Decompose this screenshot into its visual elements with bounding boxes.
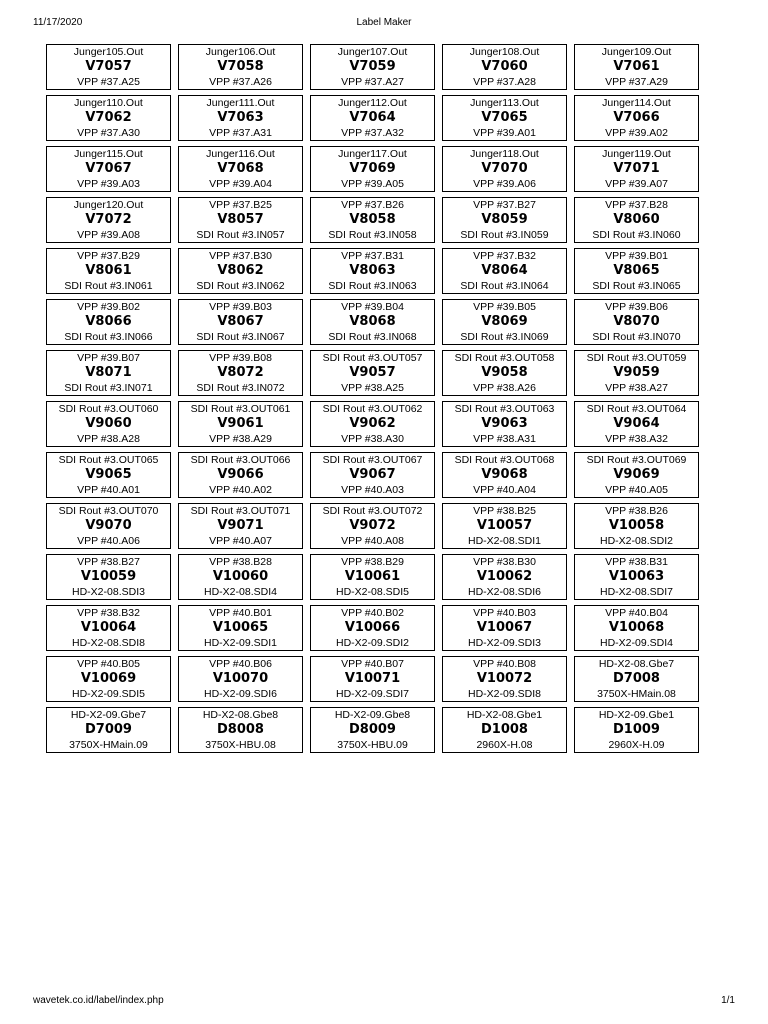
label-cell bbox=[442, 197, 567, 243]
label-cell bbox=[178, 554, 303, 600]
label-cell bbox=[46, 605, 171, 651]
label-destination: HD-X2-09.SDI7 bbox=[336, 687, 409, 700]
label-destination: VPP #39.A08 bbox=[77, 228, 140, 241]
label-cell bbox=[574, 401, 699, 447]
label-destination: HD-X2-08.SDI5 bbox=[336, 585, 409, 598]
label-source: SDI Rout #3.OUT061 bbox=[190, 402, 291, 415]
label-source: VPP #39.B08 bbox=[209, 351, 272, 364]
label-cell bbox=[46, 95, 171, 141]
label-cable-id: V9070 bbox=[85, 518, 132, 534]
label-cable-id: D7009 bbox=[85, 722, 132, 738]
label-source: VPP #38.B29 bbox=[341, 555, 404, 568]
label-destination: VPP #39.A06 bbox=[473, 177, 536, 190]
label-cable-id: V7060 bbox=[481, 59, 528, 75]
label-destination: SDI Rout #3.IN058 bbox=[328, 228, 417, 241]
label-cell bbox=[178, 503, 303, 549]
label-source: Junger111.Out bbox=[206, 96, 275, 109]
label-cell bbox=[310, 146, 435, 192]
label-source: HD-X2-09.Gbe7 bbox=[70, 708, 147, 721]
label-destination: SDI Rout #3.IN060 bbox=[592, 228, 681, 241]
label-cell bbox=[574, 197, 699, 243]
label-cable-id: V7072 bbox=[85, 212, 132, 228]
label-destination: HD-X2-08.SDI2 bbox=[600, 534, 673, 547]
label-cell bbox=[310, 605, 435, 651]
label-cable-id: V10066 bbox=[344, 620, 401, 636]
label-source: VPP #39.B04 bbox=[341, 300, 404, 313]
label-source: VPP #40.B04 bbox=[605, 606, 668, 619]
label-cable-id: V7058 bbox=[217, 59, 264, 75]
label-destination: VPP #40.A06 bbox=[77, 534, 140, 547]
label-destination: VPP #37.A25 bbox=[77, 75, 140, 88]
label-destination: VPP #37.A26 bbox=[209, 75, 272, 88]
label-destination: SDI Rout #3.IN069 bbox=[460, 330, 549, 343]
label-source: HD-X2-09.Gbe8 bbox=[334, 708, 411, 721]
label-cable-id: V10063 bbox=[608, 569, 665, 585]
label-cable-id: V9061 bbox=[217, 416, 264, 432]
label-source: SDI Rout #3.OUT067 bbox=[322, 453, 423, 466]
label-cell bbox=[442, 554, 567, 600]
label-cable-id: V7061 bbox=[613, 59, 660, 75]
label-destination: 3750X-HBU.08 bbox=[205, 738, 276, 751]
label-destination: VPP #37.A29 bbox=[605, 75, 668, 88]
label-cable-id: V10072 bbox=[476, 671, 533, 687]
label-source: VPP #37.B26 bbox=[341, 198, 404, 211]
label-destination: VPP #40.A05 bbox=[605, 483, 668, 496]
label-cell bbox=[442, 299, 567, 345]
label-cable-id: V9057 bbox=[349, 365, 396, 381]
label-cell bbox=[46, 197, 171, 243]
label-cable-id: V9072 bbox=[349, 518, 396, 534]
label-cable-id: V7067 bbox=[85, 161, 132, 177]
label-source: VPP #40.B05 bbox=[77, 657, 140, 670]
label-source: VPP #38.B28 bbox=[209, 555, 272, 568]
label-source: VPP #39.B06 bbox=[605, 300, 668, 313]
label-cable-id: V8062 bbox=[217, 263, 264, 279]
label-cell bbox=[310, 248, 435, 294]
label-cable-id: V9062 bbox=[349, 416, 396, 432]
label-source: SDI Rout #3.OUT062 bbox=[322, 402, 423, 415]
label-cable-id: V10057 bbox=[476, 518, 533, 534]
label-destination: VPP #39.A02 bbox=[605, 126, 668, 139]
label-destination: VPP #40.A04 bbox=[473, 483, 536, 496]
label-cell bbox=[46, 401, 171, 447]
label-source: Junger119.Out bbox=[602, 147, 671, 160]
label-cell bbox=[310, 350, 435, 396]
label-cell bbox=[46, 656, 171, 702]
label-source: VPP #37.B25 bbox=[209, 198, 272, 211]
label-destination: VPP #39.A04 bbox=[209, 177, 272, 190]
label-cable-id: V8068 bbox=[349, 314, 396, 330]
label-sheet bbox=[46, 44, 699, 753]
label-destination: VPP #37.A30 bbox=[77, 126, 140, 139]
label-destination: SDI Rout #3.IN065 bbox=[592, 279, 681, 292]
label-source: VPP #40.B01 bbox=[209, 606, 272, 619]
label-destination: VPP #38.A31 bbox=[473, 432, 536, 445]
label-cell bbox=[574, 299, 699, 345]
label-cell bbox=[310, 401, 435, 447]
label-source: VPP #40.B07 bbox=[341, 657, 404, 670]
label-cable-id: V10065 bbox=[212, 620, 269, 636]
label-cable-id: V8066 bbox=[85, 314, 132, 330]
label-cable-id: V7057 bbox=[85, 59, 132, 75]
label-cell bbox=[442, 452, 567, 498]
label-source: VPP #37.B27 bbox=[473, 198, 536, 211]
label-destination: HD-X2-08.SDI1 bbox=[468, 534, 541, 547]
label-cell bbox=[574, 605, 699, 651]
label-destination: VPP #38.A29 bbox=[209, 432, 272, 445]
label-cell bbox=[178, 146, 303, 192]
label-cell bbox=[178, 44, 303, 90]
label-source: SDI Rout #3.OUT068 bbox=[454, 453, 555, 466]
label-cell bbox=[574, 248, 699, 294]
label-destination: SDI Rout #3.IN057 bbox=[196, 228, 285, 241]
label-destination: SDI Rout #3.IN061 bbox=[64, 279, 153, 292]
label-cell bbox=[574, 452, 699, 498]
label-cell bbox=[46, 350, 171, 396]
label-cable-id: V10061 bbox=[344, 569, 401, 585]
label-destination: SDI Rout #3.IN066 bbox=[64, 330, 153, 343]
label-cell bbox=[46, 707, 171, 753]
label-cable-id: V9064 bbox=[613, 416, 660, 432]
label-source: VPP #40.B03 bbox=[473, 606, 536, 619]
label-source: VPP #38.B25 bbox=[473, 504, 536, 517]
label-destination: VPP #39.A03 bbox=[77, 177, 140, 190]
label-source: VPP #37.B31 bbox=[341, 249, 404, 262]
label-source: SDI Rout #3.OUT071 bbox=[190, 504, 291, 517]
label-destination: VPP #38.A26 bbox=[473, 381, 536, 394]
label-destination: VPP #38.A25 bbox=[341, 381, 404, 394]
label-cable-id: D8008 bbox=[217, 722, 264, 738]
label-cell bbox=[574, 656, 699, 702]
label-cable-id: V9069 bbox=[613, 467, 660, 483]
label-destination: SDI Rout #3.IN062 bbox=[196, 279, 285, 292]
label-cell bbox=[442, 248, 567, 294]
label-destination: HD-X2-09.SDI6 bbox=[204, 687, 277, 700]
label-source: VPP #38.B31 bbox=[605, 555, 668, 568]
label-cable-id: V8060 bbox=[613, 212, 660, 228]
label-source: VPP #38.B30 bbox=[473, 555, 536, 568]
label-source: VPP #40.B06 bbox=[209, 657, 272, 670]
label-cable-id: V8071 bbox=[85, 365, 132, 381]
label-cell bbox=[46, 452, 171, 498]
label-source: VPP #38.B26 bbox=[605, 504, 668, 517]
label-cable-id: V7070 bbox=[481, 161, 528, 177]
label-cell bbox=[574, 554, 699, 600]
label-destination: VPP #40.A01 bbox=[77, 483, 140, 496]
label-destination: VPP #40.A02 bbox=[209, 483, 272, 496]
label-cell bbox=[442, 605, 567, 651]
label-cell bbox=[310, 503, 435, 549]
label-source: SDI Rout #3.OUT057 bbox=[322, 351, 423, 364]
label-cable-id: V10071 bbox=[344, 671, 401, 687]
label-cell bbox=[46, 44, 171, 90]
label-cable-id: D8009 bbox=[349, 722, 396, 738]
label-source: VPP #37.B30 bbox=[209, 249, 272, 262]
label-cable-id: V10067 bbox=[476, 620, 533, 636]
label-cell bbox=[46, 503, 171, 549]
label-destination: VPP #40.A07 bbox=[209, 534, 272, 547]
label-source: Junger107.Out bbox=[337, 45, 408, 58]
label-cell bbox=[310, 44, 435, 90]
label-cell bbox=[178, 452, 303, 498]
label-cell bbox=[178, 707, 303, 753]
label-source: HD-X2-09.Gbe1 bbox=[598, 708, 675, 721]
label-source: Junger112.Out bbox=[338, 96, 407, 109]
label-cell bbox=[442, 656, 567, 702]
label-destination: SDI Rout #3.IN064 bbox=[460, 279, 549, 292]
label-destination: VPP #38.A28 bbox=[77, 432, 140, 445]
label-cable-id: V9068 bbox=[481, 467, 528, 483]
label-source: SDI Rout #3.OUT059 bbox=[586, 351, 687, 364]
label-cable-id: V10062 bbox=[476, 569, 533, 585]
print-footer-url: wavetek.co.id/label/index.php bbox=[33, 995, 164, 1006]
label-cell bbox=[178, 656, 303, 702]
label-cable-id: V9059 bbox=[613, 365, 660, 381]
label-destination: VPP #37.A31 bbox=[209, 126, 272, 139]
label-cell bbox=[574, 44, 699, 90]
label-cell bbox=[310, 452, 435, 498]
label-source: VPP #39.B05 bbox=[473, 300, 536, 313]
label-cable-id: V8061 bbox=[85, 263, 132, 279]
label-cell bbox=[178, 248, 303, 294]
label-cell bbox=[442, 707, 567, 753]
label-cable-id: V9071 bbox=[217, 518, 264, 534]
label-source: Junger106.Out bbox=[205, 45, 276, 58]
label-source: Junger114.Out bbox=[602, 96, 671, 109]
label-cell bbox=[178, 350, 303, 396]
label-source: VPP #39.B03 bbox=[209, 300, 272, 313]
label-source: VPP #40.B02 bbox=[341, 606, 404, 619]
label-cable-id: V7068 bbox=[217, 161, 264, 177]
print-header-date: 11/17/2020 bbox=[33, 17, 83, 28]
label-destination: VPP #37.A28 bbox=[473, 75, 536, 88]
label-source: Junger118.Out bbox=[470, 147, 539, 160]
label-source: VPP #39.B07 bbox=[77, 351, 140, 364]
label-destination: VPP #37.A27 bbox=[341, 75, 404, 88]
label-destination: VPP #39.A07 bbox=[605, 177, 668, 190]
label-destination: SDI Rout #3.IN071 bbox=[64, 381, 153, 394]
label-cell bbox=[178, 605, 303, 651]
label-cable-id: V10069 bbox=[80, 671, 137, 687]
label-source: VPP #37.B28 bbox=[605, 198, 668, 211]
label-cable-id: V9067 bbox=[349, 467, 396, 483]
label-source: Junger116.Out bbox=[206, 147, 275, 160]
label-cable-id: V9063 bbox=[481, 416, 528, 432]
label-cable-id: V9058 bbox=[481, 365, 528, 381]
label-destination: HD-X2-09.SDI8 bbox=[468, 687, 541, 700]
label-destination: 3750X-HMain.08 bbox=[597, 687, 676, 700]
label-cable-id: V7065 bbox=[481, 110, 528, 126]
label-cable-id: D7008 bbox=[613, 671, 660, 687]
label-cell bbox=[46, 146, 171, 192]
label-destination: SDI Rout #3.IN070 bbox=[592, 330, 681, 343]
label-cell bbox=[442, 95, 567, 141]
label-destination: HD-X2-08.SDI7 bbox=[600, 585, 673, 598]
label-source: Junger117.Out bbox=[338, 147, 407, 160]
label-cell bbox=[46, 248, 171, 294]
label-source: Junger120.Out bbox=[73, 198, 144, 211]
label-source: SDI Rout #3.OUT065 bbox=[58, 453, 159, 466]
label-destination: SDI Rout #3.IN063 bbox=[328, 279, 417, 292]
label-cell bbox=[574, 350, 699, 396]
label-destination: VPP #38.A30 bbox=[341, 432, 404, 445]
label-source: SDI Rout #3.OUT060 bbox=[58, 402, 159, 415]
label-cable-id: V8069 bbox=[481, 314, 528, 330]
label-destination: VPP #40.A08 bbox=[341, 534, 404, 547]
label-source: SDI Rout #3.OUT070 bbox=[58, 504, 159, 517]
label-destination: VPP #40.A03 bbox=[341, 483, 404, 496]
label-cable-id: V7059 bbox=[349, 59, 396, 75]
label-source: VPP #40.B08 bbox=[473, 657, 536, 670]
label-destination: 3750X-HBU.09 bbox=[337, 738, 408, 751]
label-destination: SDI Rout #3.IN059 bbox=[460, 228, 549, 241]
label-cell bbox=[178, 401, 303, 447]
label-source: SDI Rout #3.OUT064 bbox=[586, 402, 687, 415]
label-cell bbox=[574, 503, 699, 549]
label-cable-id: V10060 bbox=[212, 569, 269, 585]
label-destination: 3750X-HMain.09 bbox=[69, 738, 148, 751]
label-source: HD-X2-08.Gbe7 bbox=[598, 657, 675, 670]
label-cable-id: V10064 bbox=[80, 620, 137, 636]
print-footer-page: 1/1 bbox=[721, 995, 735, 1006]
label-cable-id: V8059 bbox=[481, 212, 528, 228]
label-cable-id: V8063 bbox=[349, 263, 396, 279]
label-source: SDI Rout #3.OUT063 bbox=[454, 402, 555, 415]
label-destination: VPP #39.A05 bbox=[341, 177, 404, 190]
label-cell bbox=[178, 299, 303, 345]
label-destination: HD-X2-09.SDI4 bbox=[600, 636, 673, 649]
label-destination: HD-X2-09.SDI5 bbox=[72, 687, 145, 700]
label-source: Junger113.Out bbox=[470, 96, 539, 109]
label-destination: HD-X2-09.SDI1 bbox=[204, 636, 277, 649]
label-cable-id: D1009 bbox=[613, 722, 660, 738]
label-cell bbox=[574, 146, 699, 192]
label-source: VPP #39.B01 bbox=[605, 249, 668, 262]
label-cell bbox=[178, 95, 303, 141]
label-destination: HD-X2-08.SDI4 bbox=[204, 585, 277, 598]
label-cell bbox=[442, 503, 567, 549]
label-cable-id: V9065 bbox=[85, 467, 132, 483]
label-cell bbox=[310, 95, 435, 141]
label-cable-id: V8058 bbox=[349, 212, 396, 228]
label-destination: HD-X2-08.SDI3 bbox=[72, 585, 145, 598]
label-source: HD-X2-08.Gbe8 bbox=[202, 708, 279, 721]
label-cable-id: V7069 bbox=[349, 161, 396, 177]
label-source: VPP #37.B32 bbox=[473, 249, 536, 262]
label-destination: VPP #38.A27 bbox=[605, 381, 668, 394]
label-cell bbox=[442, 146, 567, 192]
label-cell bbox=[442, 350, 567, 396]
label-cell bbox=[310, 554, 435, 600]
label-cell bbox=[442, 401, 567, 447]
label-destination: HD-X2-09.SDI2 bbox=[336, 636, 409, 649]
label-source: Junger110.Out bbox=[74, 96, 143, 109]
label-destination: SDI Rout #3.IN067 bbox=[196, 330, 285, 343]
label-source: VPP #39.B02 bbox=[77, 300, 140, 313]
label-destination: VPP #38.A32 bbox=[605, 432, 668, 445]
label-source: Junger105.Out bbox=[73, 45, 144, 58]
label-destination: HD-X2-08.SDI6 bbox=[468, 585, 541, 598]
label-cable-id: V7071 bbox=[613, 161, 660, 177]
label-cable-id: V8065 bbox=[613, 263, 660, 279]
label-cell bbox=[442, 44, 567, 90]
print-header-title: Label Maker bbox=[356, 17, 412, 28]
label-destination: 2960X-H.08 bbox=[476, 738, 533, 751]
label-cell bbox=[574, 707, 699, 753]
label-cable-id: V7064 bbox=[349, 110, 396, 126]
label-source: HD-X2-08.Gbe1 bbox=[466, 708, 543, 721]
label-destination: VPP #37.A32 bbox=[341, 126, 404, 139]
label-cable-id: V8072 bbox=[217, 365, 264, 381]
label-cable-id: V10059 bbox=[80, 569, 137, 585]
label-source: SDI Rout #3.OUT058 bbox=[454, 351, 555, 364]
label-cable-id: V9060 bbox=[85, 416, 132, 432]
label-destination: VPP #39.A01 bbox=[473, 126, 536, 139]
label-source: VPP #37.B29 bbox=[77, 249, 140, 262]
label-cable-id: V10070 bbox=[212, 671, 269, 687]
label-source: VPP #38.B32 bbox=[77, 606, 140, 619]
label-cable-id: V8057 bbox=[217, 212, 264, 228]
label-destination: HD-X2-08.SDI8 bbox=[72, 636, 145, 649]
label-cable-id: V8070 bbox=[613, 314, 660, 330]
label-cell bbox=[310, 656, 435, 702]
label-cable-id: V7066 bbox=[613, 110, 660, 126]
label-cable-id: V10068 bbox=[608, 620, 665, 636]
label-cell bbox=[310, 707, 435, 753]
label-cable-id: D1008 bbox=[481, 722, 528, 738]
label-destination: HD-X2-09.SDI3 bbox=[468, 636, 541, 649]
label-cell bbox=[574, 95, 699, 141]
label-cable-id: V7063 bbox=[217, 110, 264, 126]
label-destination: 2960X-H.09 bbox=[608, 738, 665, 751]
label-cell bbox=[46, 554, 171, 600]
label-source: SDI Rout #3.OUT072 bbox=[322, 504, 423, 517]
label-cable-id: V10058 bbox=[608, 518, 665, 534]
label-source: SDI Rout #3.OUT066 bbox=[190, 453, 291, 466]
label-source: SDI Rout #3.OUT069 bbox=[586, 453, 687, 466]
label-cable-id: V8064 bbox=[481, 263, 528, 279]
label-source: VPP #38.B27 bbox=[77, 555, 140, 568]
label-cell bbox=[310, 299, 435, 345]
label-cable-id: V7062 bbox=[85, 110, 132, 126]
label-cell bbox=[46, 299, 171, 345]
label-cell bbox=[310, 197, 435, 243]
label-cell bbox=[178, 197, 303, 243]
label-destination: SDI Rout #3.IN068 bbox=[328, 330, 417, 343]
label-cable-id: V9066 bbox=[217, 467, 264, 483]
label-source: Junger115.Out bbox=[74, 147, 143, 160]
label-cable-id: V8067 bbox=[217, 314, 264, 330]
label-source: Junger108.Out bbox=[469, 45, 540, 58]
label-source: Junger109.Out bbox=[601, 45, 672, 58]
label-destination: SDI Rout #3.IN072 bbox=[196, 381, 285, 394]
